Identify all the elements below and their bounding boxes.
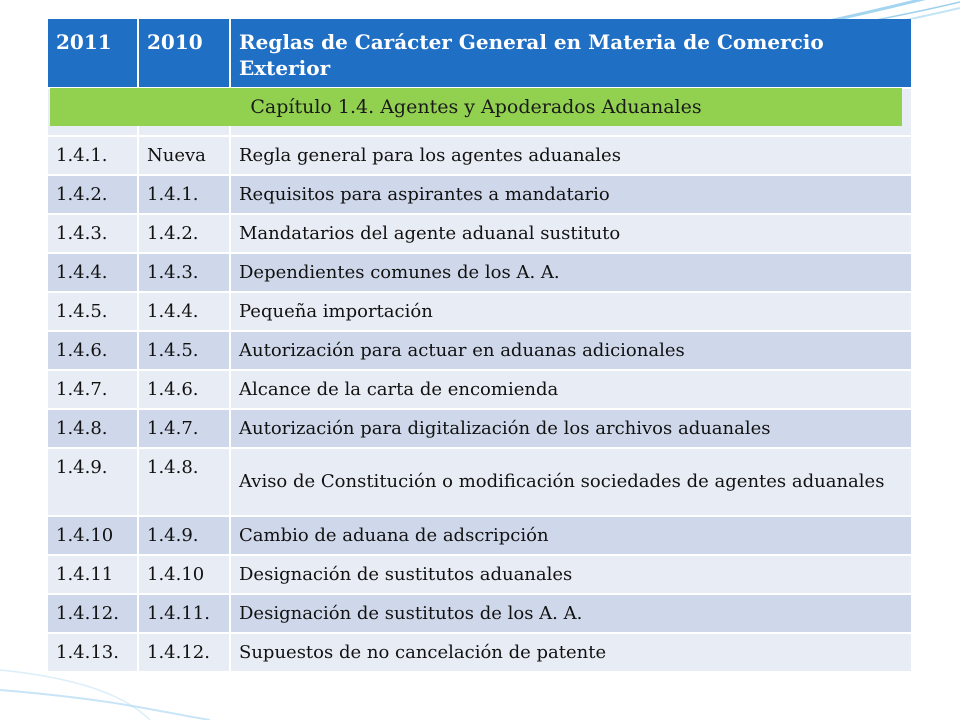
cell-2011: 1.4.1. — [48, 136, 138, 175]
cell-rule: Autorización para actuar en aduanas adicionales — [230, 331, 912, 370]
cell-rule: Alcance de la carta de encomienda — [230, 370, 912, 409]
cell-rule: Aviso de Constitución o modificación sociedades de agentes aduanales — [230, 448, 912, 516]
table-row — [48, 409, 912, 448]
cell-rule: Supuestos de no cancelación de patente — [230, 633, 912, 672]
table-header-row — [48, 19, 912, 88]
cell-rule: Dependientes comunes de los A. A. — [230, 253, 912, 292]
cell-rule: Designación de sustitutos aduanales — [230, 555, 912, 594]
table-row — [48, 555, 912, 594]
cell-2011: 1.4.8. — [48, 409, 138, 448]
cell-2010: 1.4.1. — [138, 175, 230, 214]
cell-rule: Mandatarios del agente aduanal sustituto — [230, 214, 912, 253]
cell-2010: 1.4.9. — [138, 516, 230, 555]
cell-2011: 1.4.11 — [48, 555, 138, 594]
table-row — [48, 292, 912, 331]
cell-2010: 1.4.8. — [138, 448, 230, 516]
cell-2010: 1.4.11. — [138, 594, 230, 633]
cell-2010: 1.4.2. — [138, 214, 230, 253]
cell-2011: 1.4.6. — [48, 331, 138, 370]
cell-2010: 1.4.5. — [138, 331, 230, 370]
cell-2011: 1.4.5. — [48, 292, 138, 331]
header-2011: 2011 — [48, 19, 138, 88]
header-2010: 2010 — [138, 19, 230, 88]
cell-2010: 1.4.10 — [138, 555, 230, 594]
cell-2011: 1.4.13. — [48, 633, 138, 672]
table-row — [48, 370, 912, 409]
cell-2010: 1.4.6. — [138, 370, 230, 409]
cell-2011: 1.4.7. — [48, 370, 138, 409]
cell-rule: Regla general para los agentes aduanales — [230, 136, 912, 175]
table-row — [48, 516, 912, 555]
table-row — [48, 448, 912, 516]
cell-2010: 1.4.3. — [138, 253, 230, 292]
cell-2011: 1.4.12. — [48, 594, 138, 633]
cell-2010: 1.4.12. — [138, 633, 230, 672]
cell-rule: Cambio de aduana de adscripción — [230, 516, 912, 555]
cell-rule: Autorización para digitalización de los archivos aduanales — [230, 409, 912, 448]
cell-2011: 1.4.2. — [48, 175, 138, 214]
table-row — [48, 253, 912, 292]
cell-rule: Requisitos para aspirantes a mandatario — [230, 175, 912, 214]
chapter-heading: Capítulo 1.4. Agentes y Apoderados Aduanales — [50, 88, 902, 126]
cell-2010: 1.4.4. — [138, 292, 230, 331]
cell-2010: 1.4.7. — [138, 409, 230, 448]
table-row — [48, 214, 912, 253]
cell-2011: 1.4.10 — [48, 516, 138, 555]
cell-2011: 1.4.4. — [48, 253, 138, 292]
table-row — [48, 136, 912, 175]
cell-2010: Nueva — [138, 136, 230, 175]
table-row — [48, 633, 912, 672]
table-row — [48, 175, 912, 214]
header-title: Reglas de Carácter General en Materia de Comercio Exterior — [230, 19, 912, 88]
cell-2011: 1.4.3. — [48, 214, 138, 253]
cell-rule: Pequeña importación — [230, 292, 912, 331]
table-row — [48, 594, 912, 633]
cell-2011: 1.4.9. — [48, 448, 138, 516]
table-row — [48, 331, 912, 370]
cell-rule: Designación de sustitutos de los A. A. — [230, 594, 912, 633]
